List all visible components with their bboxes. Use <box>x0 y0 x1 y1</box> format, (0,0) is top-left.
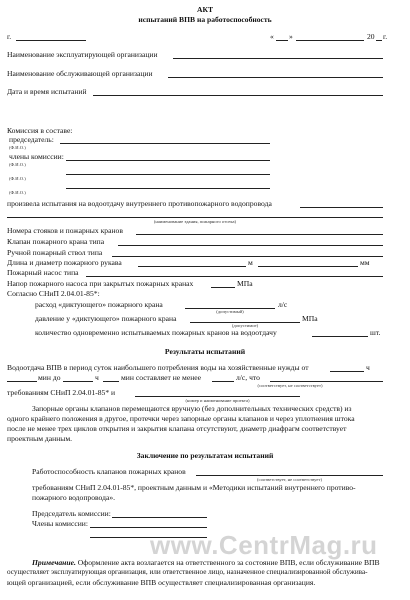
results-from-min-line <box>7 381 37 382</box>
date-quote-open: « <box>270 32 274 41</box>
test-statement-line-2 <box>7 217 383 218</box>
results-line-1: Водоотдача ВПВ в период суток наибольшего потребления воды на хозяйственные нужды от <box>7 363 309 372</box>
doc-subtitle: испытаний ВПВ на работоспособность <box>138 15 272 24</box>
conclusion-line-1: Работоспособность клапанов пожарных кранов <box>32 467 186 476</box>
member-line-1 <box>66 160 270 161</box>
results-line-2-c: мин составляет не менее <box>121 373 202 382</box>
nozzle-type-label: Ручной пожарный ствол типа <box>7 248 103 257</box>
note-text-1: Оформление акта возлагается на ответственного за состояние ВПВ, если обслуживание ВПВ <box>77 558 380 567</box>
pressure-dict-label: давление у «диктующего» пожарного крана <box>35 314 177 323</box>
date-year-suffix: г. <box>383 32 388 41</box>
results-para-1: Запорные органы клапанов перемещаются вручную (без дополнительных технических средств) из <box>32 404 352 413</box>
count-label: количество одновременно испытываемых пожарных кранов на водоотдачу <box>35 328 277 337</box>
conclusion-member-line-1 <box>90 527 207 528</box>
risers-label: Номера стояков и пожарных кранов <box>7 226 123 235</box>
pressure-dict-unit: МПа <box>302 314 318 323</box>
pump-label: Пожарный насос типа <box>7 268 79 277</box>
results-project-hint: (номер и наименование проекта) <box>185 398 250 403</box>
results-to-hour-line <box>63 381 93 382</box>
results-requirements: требованиям СНиП 2.04.01-85* и <box>7 388 116 397</box>
results-line-2-d: л/с, что <box>236 373 260 382</box>
date-quote-close: » <box>289 32 293 41</box>
conclusion-chair-label: Председатель комиссии: <box>32 509 111 518</box>
service-org-label: Наименование обслуживающей организации <box>7 69 153 78</box>
date-year-line <box>376 40 382 41</box>
chairman-fio-hint: (Ф.И.О.) <box>9 145 26 150</box>
nozzle-type-line <box>112 256 383 257</box>
results-flow-line <box>212 381 234 382</box>
conclusion-members-label: Члены комиссии: <box>32 519 88 528</box>
pressure-label: Напор пожарного насоса при закрытых пожарных кранах <box>7 279 194 288</box>
results-project-line <box>135 396 300 397</box>
member-line-2 <box>66 174 270 175</box>
conclusion-line-2: требованиям СНиП 2.04.01-85*, проектным данным и «Методики испытаний внутреннего противо- <box>32 483 356 492</box>
pressure-unit: МПа <box>237 279 253 288</box>
pressure-allowed-hint: (допустимое) <box>231 323 259 328</box>
pump-line <box>86 276 383 277</box>
results-from-hour-line <box>330 371 364 372</box>
date-month-line <box>296 40 364 41</box>
chairman-label: председатель: <box>9 135 54 144</box>
city-prefix: г. <box>7 32 12 41</box>
date-year: 20 <box>367 32 375 41</box>
member-fio-hint-3: (Ф.И.О.) <box>9 190 26 195</box>
operator-org-label: Наименование эксплуатирующей организации <box>7 50 158 59</box>
results-line-2-a: мин до <box>38 373 61 382</box>
building-hint: (наименование здания, пожарного отсека) <box>153 219 237 224</box>
hose-unit-mm: мм <box>360 258 370 267</box>
norm-label: Согласно СНиП 2.04.01-85*: <box>7 289 100 298</box>
count-line <box>312 336 368 337</box>
flow-label: расход «диктующего» пожарного крана <box>35 300 163 309</box>
results-line-2-b: ч <box>95 373 99 382</box>
valve-type-line <box>118 245 383 246</box>
hose-unit-m: м <box>248 258 253 267</box>
risers-line <box>136 234 383 235</box>
test-datetime-line <box>93 95 383 96</box>
date-day-line <box>276 40 288 41</box>
member-fio-hint-1: (Ф.И.О.) <box>9 162 26 167</box>
conclusion-chair-line <box>112 517 207 518</box>
note-line-2: осуществляет эксплуатирующая организация, или ответственное лицо, назначенное специализированной обслужива- <box>7 568 368 576</box>
results-match-hint: (соответствует, не соответствует) <box>257 383 323 388</box>
test-statement: произвела испытания на водоотдачу внутреннего противопожарного водопровода <box>7 199 272 208</box>
hose-diameter-line <box>258 266 358 267</box>
pressure-line <box>211 287 235 288</box>
commission-heading: Комиссия в составе: <box>7 126 73 135</box>
note-line-1 <box>32 559 380 567</box>
member-line-3 <box>66 188 270 189</box>
flow-unit: л/с <box>278 300 288 309</box>
results-para-2: одного крайнего положения в другое, протечки через запорные органы клапанов и через уплотнения штока <box>7 414 355 423</box>
note-label: Примечание. <box>32 558 76 567</box>
member-fio-hint-2: (Ф.И.О.) <box>9 176 26 181</box>
results-heading: Результаты испытаний <box>164 347 246 356</box>
operator-org-line <box>173 58 383 59</box>
results-match-line <box>270 381 383 382</box>
results-to-min-line <box>103 381 119 382</box>
valve-type-label: Клапан пожарного крана типа <box>7 237 105 246</box>
hose-length-line <box>138 266 246 267</box>
conclusion-match-line <box>196 475 383 476</box>
test-datetime-label: Дата и время испытаний <box>7 87 87 96</box>
members-label: члены комиссии: <box>9 152 64 161</box>
hose-label: Длина и диаметр пожарного рукава <box>7 258 122 267</box>
test-statement-line-1 <box>300 207 383 208</box>
chairman-line <box>60 143 270 144</box>
conclusion-match-hint: (соответствует, не соответствует) <box>257 477 322 482</box>
city-line <box>16 40 86 41</box>
count-unit: шт. <box>370 328 381 337</box>
doc-title: АКТ <box>196 5 214 14</box>
conclusion-line-3: пожарного водопровода». <box>32 493 116 502</box>
service-org-line <box>168 77 383 78</box>
flow-allowed-hint: (допустимый) <box>216 309 244 314</box>
conclusion-heading: Заключение по результатам испытаний <box>136 451 274 460</box>
results-hour-unit-1: ч <box>366 363 370 372</box>
note-line-3: ющей организацией, если обслуживание ВПВ осуществляет специализированная организация. <box>7 578 316 587</box>
results-para-4: проектным данным. <box>7 434 73 443</box>
watermark: www.CentrMag.ru <box>150 530 378 560</box>
results-para-3: после не менее трех циклов открытия и закрытия клапана отсутствуют, диаметр диафрагм соответствует <box>7 424 347 433</box>
